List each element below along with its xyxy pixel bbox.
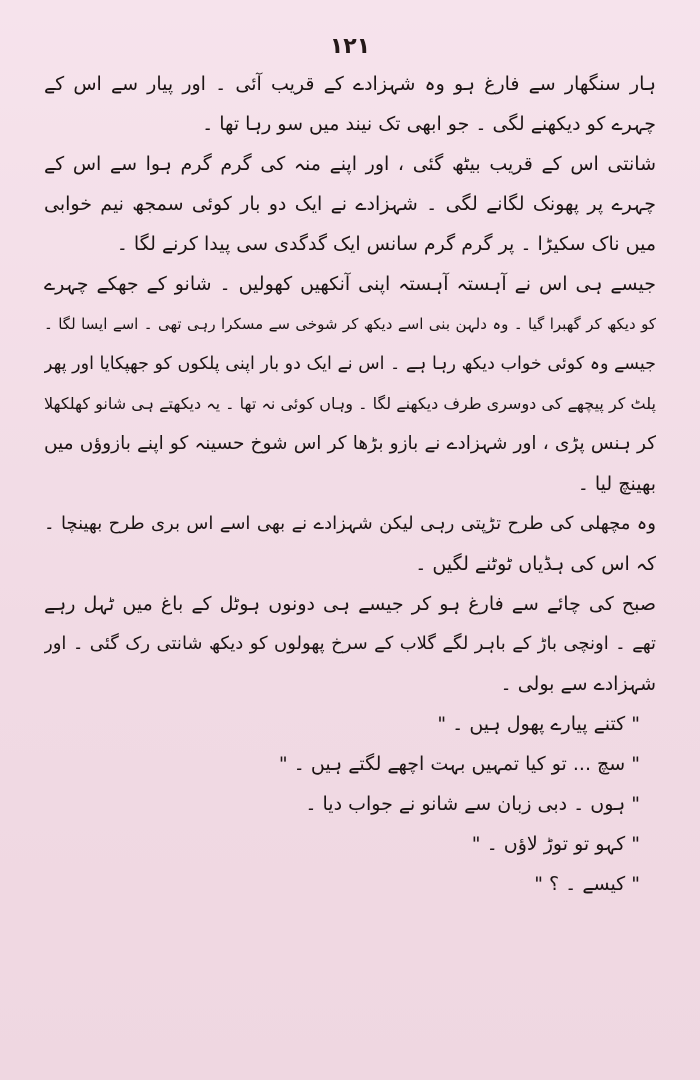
text-line: کو دیکھ کر گھبرا گیا ۔ وہ دلہن بنی اسے دیکھ کر شوخی سے مسکرا رہی تھی ۔ اسے ایسا لگا ۔ <box>44 315 656 333</box>
text-line: کر ہنس پڑی ، اور شہزادے نے بازو بڑھا کر اس شوخ حسینہ کو اپنے بازوؤں میں <box>44 433 656 454</box>
text-line: چہرے کو دیکھنے لگی ۔ جو ابھی تک نیند میں سو رہا تھا ۔ <box>202 113 656 135</box>
text-line: وہ مچھلی کی طرح تڑپتی رہی لیکن شہزادے نے بھی اسے اس بری طرح بھینچا ۔ <box>44 513 656 534</box>
text-line: شانتی اس کے قریب بیٹھ گئی ، اور اپنے منہ کی گرم گرم ہوا سے اس کے <box>44 153 656 175</box>
text-line: تھے ۔ اونچی باڑ کے باہر لگے گلاب کے سرخ پھولوں کو دیکھ شانتی رک گئی ۔ اور <box>44 633 656 654</box>
text-line: پلٹ کر پیچھے کی دوسری طرف دیکھنے لگا ۔ وہاں کوئی نہ تھا ۔ یہ دیکھتے ہی شانو کھلکھلا <box>44 394 656 413</box>
text-line: کہ اس کی ہڈیاں ٹوٹنے لگیں ۔ <box>415 553 656 575</box>
text-line: میں ناک سکیڑا ۔ پر گرم گرم سانس ایک گدگدی سی پیدا کرنے لگا ۔ <box>116 233 656 255</box>
dialog-line: " ہوں ۔ دبی زبان سے شانو نے جواب دیا ۔ <box>305 793 640 815</box>
dialog-line: " کتنے پیارے پھول ہیں ۔ " <box>437 713 640 735</box>
text-line: ہار سنگھار سے فارغ ہو وہ شہزادے کے قریب آئی ۔ اور پیار سے اس کے <box>44 73 656 95</box>
text-line: صبح کی چائے سے فارغ ہو کر جیسے ہی دونوں ہوٹل کے باغ میں ٹہل رہے <box>44 593 656 615</box>
dialog-line: " کہو تو توڑ لاؤں ۔ " <box>471 833 640 855</box>
text-line: بھینچ لیا ۔ <box>577 473 656 495</box>
text-line: شہزادے سے بولی ۔ <box>500 673 656 695</box>
text-line: جیسے وہ کوئی خواب دیکھ رہا ہے ۔ اس نے ایک دو بار اپنی پلکوں کو جھپکایا اور پھر <box>44 354 656 374</box>
page-number: ۱۲۱ <box>329 34 371 59</box>
dialog-line: " سچ ... تو کیا تمہیں بہت اچھے لگتے ہیں ۔ " <box>278 753 640 775</box>
text-line: جیسے ہی اس نے آہستہ آہستہ اپنی آنکھیں کھولیں ۔ شانو کے جھکے چہرے <box>44 273 656 295</box>
page-body <box>44 64 656 904</box>
dialog-line: " کیسے ۔ ؟ " <box>534 873 640 895</box>
text-line: چہرے پر پھونک لگانے لگی ۔ شہزادے نے ایک دو بار کوئی سمجھ نیم خوابی <box>44 193 656 215</box>
